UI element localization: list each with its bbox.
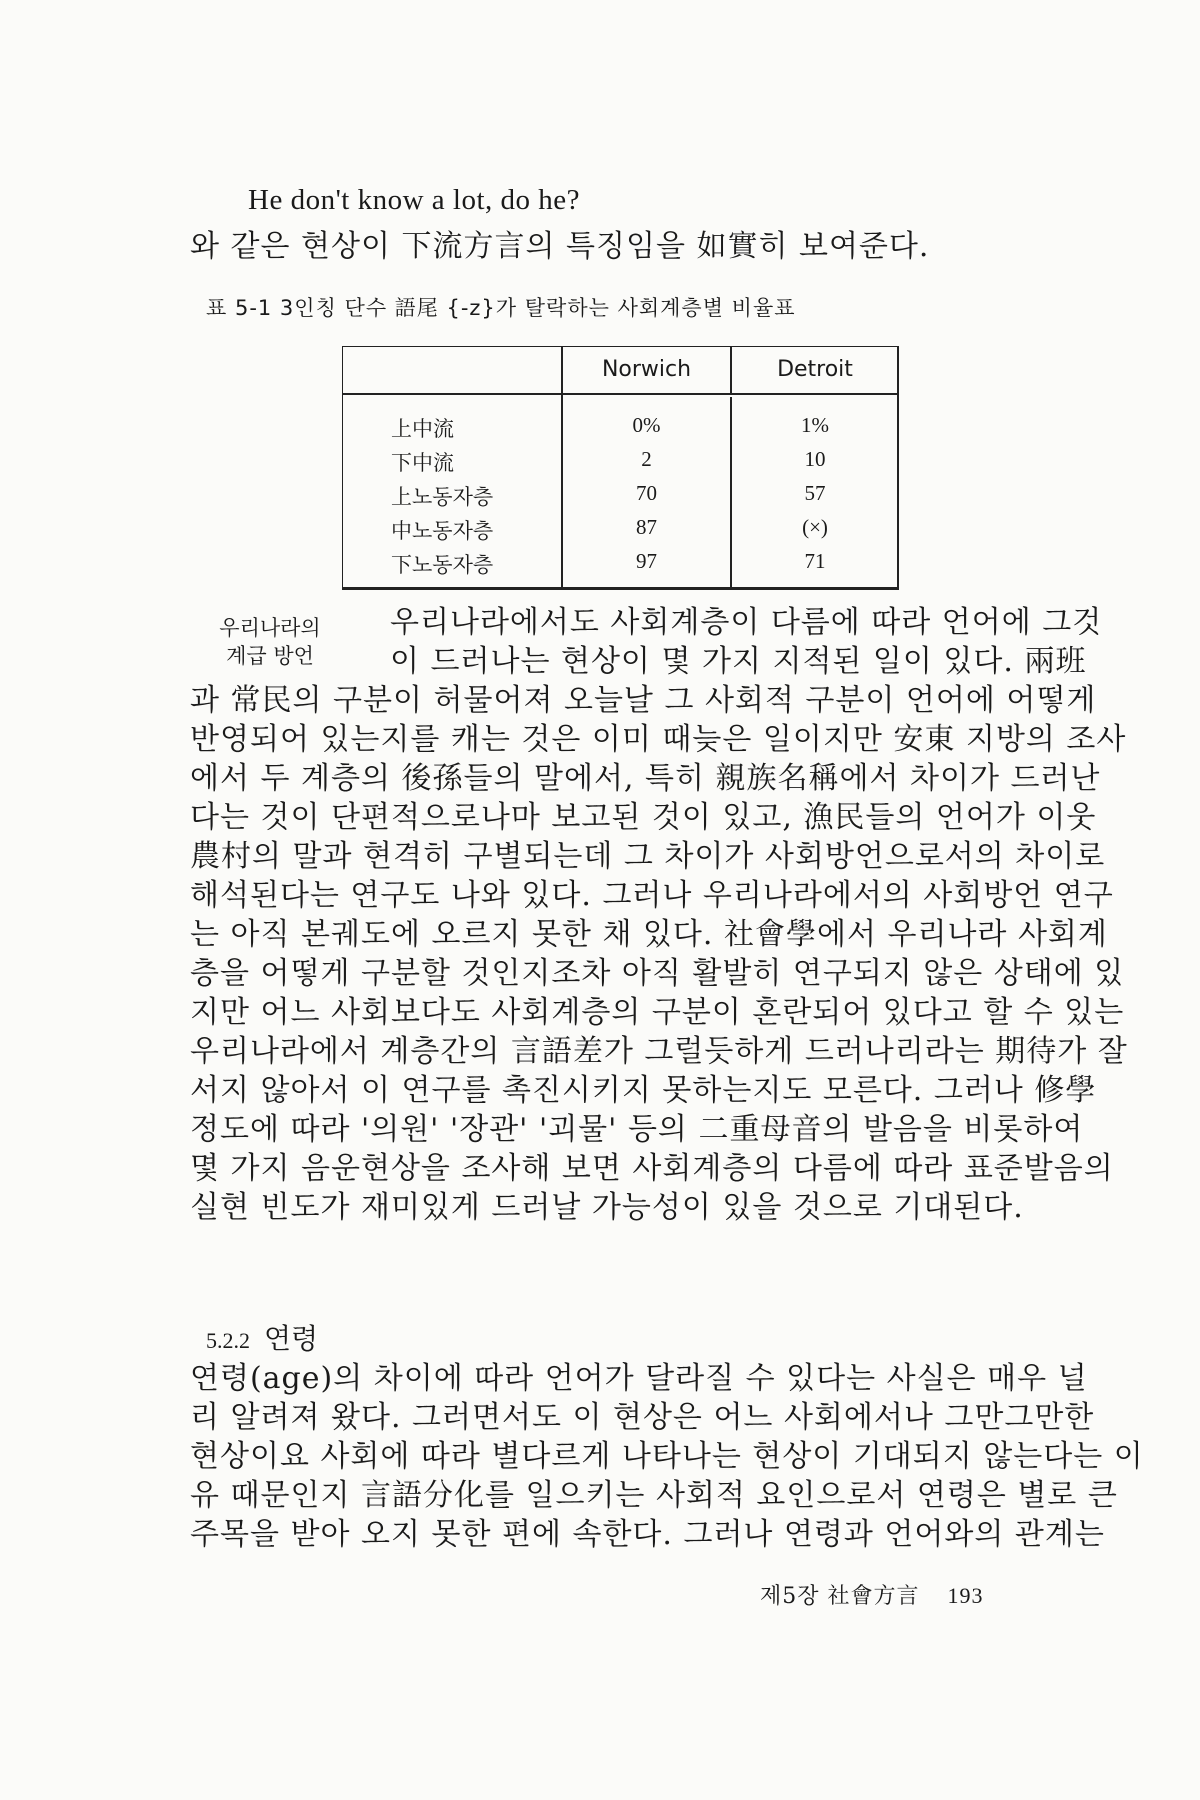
margin-note-line-2: 계급 방언 (226, 644, 314, 668)
paragraph-line: 반영되어 있는지를 캐는 것은 이미 때늦은 일이지만 安東 지방의 조사 (190, 722, 1127, 757)
paragraph-line: 에서 두 계층의 後孫들의 말에서, 특히 親族名稱에서 차이가 드러난 (190, 761, 1101, 796)
chapter-label: 제5장 社會方言 (760, 1584, 920, 1609)
section-title: 연령 (264, 1322, 319, 1355)
detroit-value: 1% (801, 413, 829, 437)
paragraph-line: 과 常民의 구분이 허물어져 오늘날 그 사회적 구분이 언어에 어떻게 (190, 683, 1097, 718)
paragraph-line: 실현 빈도가 재미있게 드러날 가능성이 있을 것으로 기대된다. (190, 1190, 1024, 1225)
paragraph-line: 리 알려져 왔다. 그러면서도 이 현상은 어느 사회에서나 그만그만한 (190, 1400, 1095, 1435)
example-sentence: He don't know a lot, do he? (248, 184, 581, 216)
paragraph-line: 몇 가지 음운현상을 조사해 보면 사회계층의 다름에 따라 표준발음의 (190, 1151, 1114, 1186)
paragraph-line: 지만 어느 사회보다도 사회계층의 구분이 혼란되어 있다고 할 수 있는 (190, 995, 1125, 1030)
column-header-norwich: Norwich (601, 357, 692, 382)
row-label: 下中流 (391, 451, 454, 475)
detroit-value: 71 (804, 549, 826, 573)
detroit-value: (×) (802, 515, 828, 539)
table-row (343, 443, 897, 477)
paragraph-line: 해석된다는 연구도 나와 있다. 그러나 우리나라에서의 사회방언 연구 (190, 878, 1114, 913)
paragraph-line: 주목을 받아 오지 못한 편에 속한다. 그러나 연령과 언어와의 관계는 (190, 1517, 1105, 1552)
paragraph-line: 農村의 말과 현격히 구별되는데 그 차이가 사회방언으로서의 차이로 (190, 839, 1106, 874)
table-row (343, 477, 897, 511)
header-rule (343, 393, 897, 395)
paragraph-line: 우리나라에서 계층간의 言語差가 그럴듯하게 드러나리라는 期待가 잘 (190, 1034, 1128, 1069)
data-table (342, 346, 899, 590)
margin-note-line-1: 우리나라의 (219, 616, 321, 640)
norwich-value: 2 (641, 447, 652, 471)
section-heading (206, 1317, 318, 1357)
norwich-value: 97 (636, 549, 657, 573)
paragraph-line: 층을 어떻게 구분할 것인지조차 아직 활발히 연구되지 않은 상태에 있 (190, 956, 1125, 991)
table-row (343, 409, 897, 443)
paragraph-line: 이 드러나는 현상이 몇 가지 지적된 일이 있다. 兩班 (390, 644, 1087, 679)
row-label: 中노동자층 (391, 519, 494, 543)
paragraph-line: 현상이요 사회에 따라 별다르게 나타나는 현상이 기대되지 않는다는 이 (190, 1439, 1144, 1474)
paragraph-line: 정도에 따라 '의원' '장관' '괴물' 등의 二重母音의 발음을 비롯하여 (190, 1112, 1084, 1147)
paragraph-line: 우리나라에서도 사회계층이 다름에 따라 언어에 그것 (390, 605, 1103, 640)
section-number: 5.2.2 (206, 1328, 250, 1353)
row-label: 上中流 (391, 417, 454, 441)
table-row (343, 511, 897, 545)
norwich-value: 70 (636, 481, 657, 505)
paragraph-line: 유 때문인지 言語分化를 일으키는 사회적 요인으로서 연령은 별로 큰 (190, 1478, 1118, 1513)
running-footer (760, 1579, 984, 1610)
row-label: 下노동자층 (391, 553, 494, 577)
detroit-value: 10 (804, 447, 826, 471)
row-label: 上노동자층 (391, 485, 494, 509)
paragraph-line: 는 아직 본궤도에 오르지 못한 채 있다. 社會學에서 우리나라 사회계 (190, 917, 1108, 952)
paragraph-line: 다는 것이 단편적으로나마 보고된 것이 있고, 漁民들의 언어가 이웃 (190, 800, 1097, 835)
paragraph-line: 연령(age)의 차이에 따라 언어가 달라질 수 있다는 사실은 매우 널 (190, 1361, 1088, 1396)
page-number: 193 (947, 1583, 984, 1608)
norwich-value: 87 (636, 515, 657, 539)
column-header-detroit: Detroit (777, 357, 853, 382)
norwich-value: 0% (632, 413, 661, 437)
table-row (343, 545, 897, 579)
detroit-value: 57 (804, 481, 826, 505)
table-caption: 표 5-1 3인칭 단수 語尾 {-z}가 탈락하는 사회계층별 비율표 (206, 296, 796, 320)
paragraph-line: 서지 않아서 이 연구를 촉진시키지 못하는지도 모른다. 그러나 修學 (190, 1073, 1097, 1108)
column-divider (730, 347, 732, 393)
intro-line: 와 같은 현상이 下流方言의 특징임을 如實히 보여준다. (190, 229, 930, 264)
